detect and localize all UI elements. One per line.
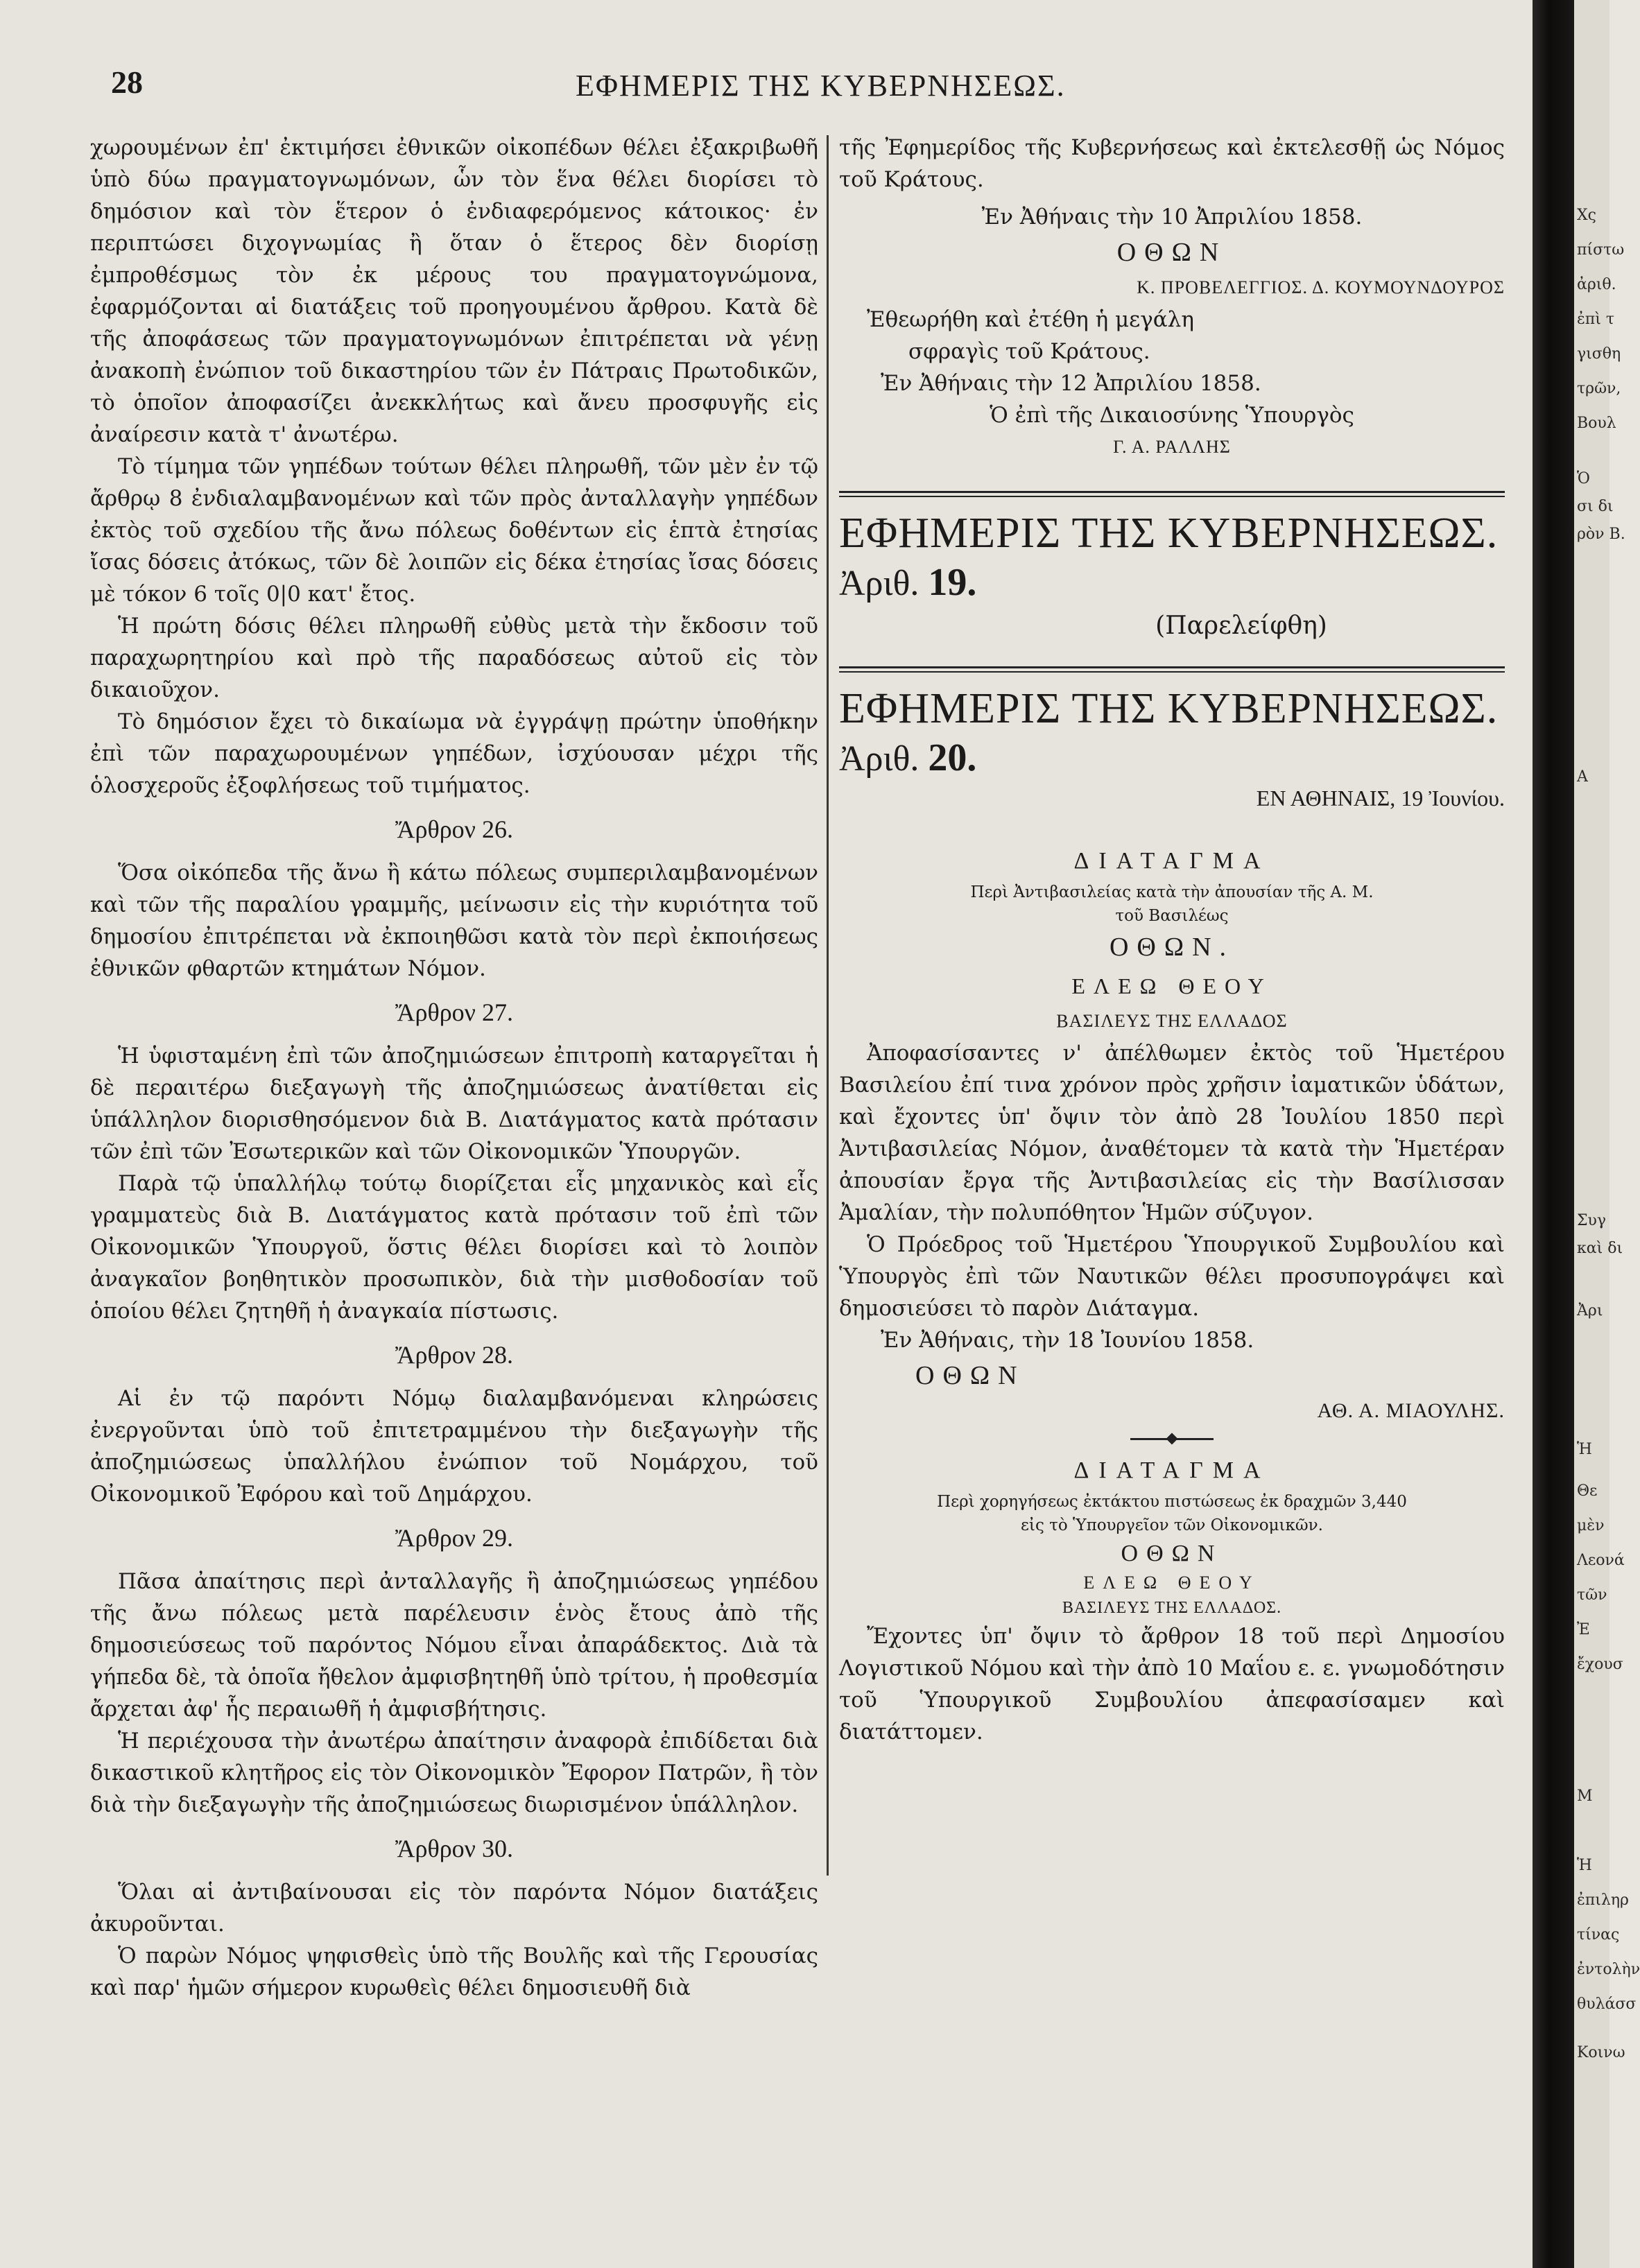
book-gutter: [1533, 0, 1574, 2268]
decree-subject: Περὶ Ἀντιβασιλείας κατὰ τὴν ἀπουσίαν τῆς Α. Μ.: [970, 883, 1374, 901]
paragraph: Παρὰ τῷ ὑπαλλήλῳ τούτῳ διορίζεται εἷς μηχανικὸς καὶ εἷς γραμματεὺς διὰ Β. Διατάγματος κατὰ πρότασιν τοῦ ἐπὶ τῶν Οἰκονομικῶν Ὑπουργοῦ, ὅστις θέλει διορίσει καὶ τὸ λοιπὸν ἀναγκαῖον βοηθητικὸν προσωπικὸν, διὰ τὴν μισθοδοσίαν τοῦ ὁποίου θέλει ζητηθῆ ἡ ἀναγκαία πίστωσις.: [90, 1171, 818, 1324]
adjacent-page-fragment: ρὸν Β.: [1577, 526, 1625, 543]
adjacent-page-fragment: τῶν: [1577, 1586, 1607, 1604]
paragraph: Τὸ δημόσιον ἔχει τὸ δικαίωμα νὰ ἐγγράψῃ πρώτην ὑποθήκην ἐπὶ τῶν παραχωρουμένων γηπέδων, ἰσχύουσαν μέχρι τῆς ὁλοσχεροῦς ἐξοφλήσεως τοῦ τιμήματος.: [90, 709, 818, 798]
adjacent-page-fragment: καὶ δι: [1577, 1240, 1623, 1257]
adjacent-page-fragment: μὲν: [1577, 1517, 1605, 1534]
adjacent-page-fragment: Μ: [1577, 1787, 1593, 1805]
adjacent-page-fragment: τρῶν,: [1577, 380, 1621, 397]
column-divider: [827, 135, 829, 1876]
adjacent-page-fragment: ἔχουσ: [1577, 1656, 1623, 1673]
gazette-title: ΕΦΗΜΕΡΙΣ ΤΗΣ ΚΥΒΕΡΝΗΣΕΩΣ.: [839, 510, 1499, 557]
paragraph: Ἡ πρώτη δόσις θέλει πληρωθῆ εὐθὺς μετὰ τὴν ἔκδοσιν τοῦ παραχωρητηρίου καὶ πρὸ τῆς παραδόσεως αὐτοῦ εἰς τὸν δικαιοῦχον.: [90, 614, 818, 702]
article-heading: Ἄρθρον 27.: [395, 998, 513, 1026]
issue-date: ΕΝ ΑΘΗΝΑΙΣ, 19 Ἰουνίου.: [1256, 786, 1505, 811]
article-heading: Ἄρθρον 28.: [395, 1341, 513, 1369]
by-grace-of-god: ΕΛΕΩ ΘΕΟΥ: [1071, 973, 1272, 998]
page-number: 28: [111, 64, 143, 100]
issue-number: [839, 735, 976, 782]
paragraph: χωρουμένων ἐπ' ἐκτιμήσει ἐθνικῶν οἰκοπέδων θέλει ἐξακριβωθῆ ὑπὸ δύω πραγματογνωμόνων, ὧν τὸν ἕνα θέλει διορίσει τὸ δημόσιον καὶ τὸν ἕτερον ὁ ἐνδιαφερόμενος κάτοικος· ἐν περιπτώσει διχογνωμίας ἢ ὅταν ὁ ἕτερος δὲν διορίσῃ ἐμπροθέσμως τὸν ἐκ μέρους του πραγματογνώμονα, ἐφαρμόζονται αἱ διατάξεις τοῦ προηγουμένου ἄρθρου. Κατὰ δὲ τῆς ἀποφάσεως τῶν πραγματογνωμόνων ἐπιτρέπεται νὰ γένῃ ἀνακοπὴ ἐνώπιον τοῦ δικαστηρίου τῶν ἐν Πάτραις Πρωτοδικῶν, τὸ ὁποῖον ἀποφασίζει ἀνεκκλήτως καὶ ἄνευ προσφυγῆς εἰς ἀναίρεσιν κατὰ τ' ἀνωτέρω.: [90, 135, 818, 447]
king-title: ΒΑΣΙΛΕΥΣ ΤΗΣ ΕΛΛΑΔΟΣ: [1056, 1011, 1288, 1031]
king-signature: ΟΘΩΝ: [1116, 238, 1227, 267]
adjacent-page-fragment: γισθη: [1577, 345, 1621, 363]
decree-heading: ΔΙΑΤΑΓΜΑ: [1073, 1457, 1270, 1483]
paragraph: Ἡ περιέχουσα τὴν ἀνωτέρω ἀπαίτησιν ἀναφορὰ ἐπιδίδεται διὰ δικαστικοῦ κλητῆρος εἰς τὸν Οἰκονομικὸν Ἔφορον Πατρῶν, ἢ τὸν διὰ τὴν διεξαγωγὴν τῆς ἀποζημιώσεως διωρισμένον ὑπάλληλον.: [90, 1729, 818, 1817]
king-name: ΟΘΩΝ: [1121, 1541, 1223, 1566]
decree-heading: ΔΙΑΤΑΓΜΑ: [1073, 848, 1270, 874]
paragraph: Τὸ τίμημα τῶν γηπέδων τούτων θέλει πληρωθῆ, τῶν μὲν ἐν τῷ ἄρθρῳ 8 ἐνδιαλαμβανομένων καὶ τῶν πρὸς ἀνταλλαγὴν γηπέδων ἐκτὸς τοῦ σχεδίου τῆς ἄνω πόλεως δοθέντων εἰς ἑπτὰ ἐτησίας ἴσας δόσεις ἀτόκως, τῶν δὲ λοιπῶν εἰς δέκα ἐτησίας ἴσας δόσεις μὲ τόκον 6 τοῖς 0|0 κατ' ἔτος.: [90, 454, 818, 607]
decree-subject: Περὶ χορηγήσεως ἐκτάκτου πιστώσεως ἐκ δραχμῶν 3,440: [937, 1493, 1407, 1511]
date-line: Ἐν Ἀθήναις, τὴν 18 Ἰουνίου 1858.: [881, 1328, 1254, 1353]
article-heading: Ἄρθρον 26.: [395, 815, 513, 843]
king-signature: ΟΘΩΝ: [915, 1361, 1026, 1390]
adjacent-page-fragment: Ἡ: [1577, 1441, 1592, 1458]
issue-row: [839, 735, 1505, 782]
adjacent-page-fragment: Χς: [1577, 207, 1596, 224]
article-heading: Ἄρθρον 29.: [395, 1524, 513, 1552]
paragraph: Ἔχοντες ὑπ' ὄψιν τὸ ἄρθρον 18 τοῦ περὶ Δημοσίου Λογιστικοῦ Νόμου καὶ τὴν ἀπὸ 10 Μαΐου ε. ε. γνωμοδότησιν τοῦ Ὑπουργικοῦ Συμβουλίου ἀπεφασίσαμεν καὶ διατάττομεν.: [839, 1624, 1505, 1745]
adjacent-page-fragment: Κοινω: [1577, 2044, 1625, 2061]
paragraph: τῆς Ἐφημερίδος τῆς Κυβερνήσεως καὶ ἐκτελεσθῇ ὡς Νόμος τοῦ Κράτους.: [839, 135, 1505, 192]
seal-note: Ἐθεωρήθη καὶ ἐτέθη ἡ μεγάλη: [867, 307, 1194, 332]
adjacent-page-fragment: πίστω: [1577, 241, 1625, 259]
article-heading: Ἄρθρον 30.: [395, 1835, 513, 1862]
ornamental-rule: [1130, 1438, 1214, 1440]
paragraph: Πᾶσα ἀπαίτησις περὶ ἀνταλλαγῆς ἢ ἀποζημιώσεως γηπέδου τῆς ἄνω πόλεως μετὰ παρέλευσιν ἑνὸς ἔτους ἀπὸ τῆς δημοσιεύσεως τοῦ παρόντος Νόμου εἶναι ἀπαράδεκτος. Διὰ τὰ γήπεδα δὲ, τὰ ὁποῖα ἤθελον ἀμφισβητηθῆ ὑπὸ τρίτου, ἡ προθεσμία ἄρχεται ἀφ' ἧς περαιωθῆ ἡ ἀμφισβήτησις.: [90, 1569, 818, 1722]
adjacent-page-fragment: ἐντολὴν: [1577, 1961, 1640, 1978]
king-title: ΒΑΣΙΛΕΥΣ ΤΗΣ ΕΛΛΑΔΟΣ.: [1062, 1599, 1282, 1617]
section-rule: [839, 666, 1505, 673]
paragraph: Ὅσα οἰκόπεδα τῆς ἄνω ἢ κάτω πόλεως συμπεριλαμβανομένων καὶ τῶν τῆς παραλίου γραμμῆς, μείνωσιν εἰς τὴν κυριότητα τοῦ δημοσίου ἐπιτρέπεται νὰ ἐκποιηθῶσι κατὰ τὸν περὶ ἐκποιήσεως ἐθνικῶν φθαρτῶν κτημάτων Νόμον.: [90, 860, 818, 981]
section-rule: [839, 491, 1505, 497]
by-grace-of-god: ΕΛΕΩ ΘΕΟΥ: [1083, 1573, 1261, 1593]
issue-row: [839, 560, 1505, 607]
issue-prefix: Ἀριθ.: [839, 564, 920, 603]
adjacent-page-fragment: θυλάσσ: [1577, 1996, 1637, 2013]
issue-note: (Παρελείφθη): [1155, 612, 1327, 640]
adjacent-page-fragment: ἀριθ.: [1577, 276, 1616, 293]
adjacent-page-fragment: Ἀρι: [1577, 1302, 1603, 1319]
minister-name: Γ. Α. ΡΑΛΛΗΣ: [1113, 437, 1231, 457]
decree-subject: τοῦ Βασιλέως: [1115, 907, 1229, 925]
adjacent-page-fragment: ἐπὶ τ: [1577, 311, 1615, 328]
date-line: Ἐν Ἀθήναις τὴν 10 Ἀπριλίου 1858.: [981, 205, 1363, 230]
adjacent-page-fragment: Ὁ: [1577, 470, 1590, 487]
paragraph: Ὅλαι αἱ ἀντιβαίνουσαι εἰς τὸν παρόντα Νόμον διατάξεις ἀκυροῦνται.: [90, 1880, 818, 1937]
paragraph: Αἱ ἐν τῷ παρόντι Νόμῳ διαλαμβανόμεναι κληρώσεις ἐνεργοῦνται ὑπὸ τοῦ ἐπιτετραμμένου τὴν διεξαγωγὴν τῆς ἀποζημιώσεως ὑπαλλήλου ἐνώπιον τοῦ Νομάρχου, τοῦ Οἰκονομικοῦ Ἐφόρου καὶ τοῦ Δημάρχου.: [90, 1386, 818, 1507]
king-name: ΟΘΩΝ.: [1109, 933, 1235, 962]
adjacent-page-fragment: Ἡ: [1577, 1857, 1592, 1874]
adjacent-page-fragment: Βουλ: [1577, 415, 1616, 432]
issue-value: 20.: [928, 736, 977, 779]
paragraph: Ἀποφασίσαντες ν' ἀπέλθωμεν ἐκτὸς τοῦ Ἡμετέρου Βασιλείου ἐπί τινα χρόνον πρὸς χρῆσιν ἰαματικῶν ὑδάτων, καὶ ἔχοντες ὑπ' ὄψιν τὸν ἀπὸ 28 Ἰουλίου 1850 περὶ Ἀντιβασιλείας Νόμον, ἀναθέτομεν τὰ κατὰ τὴν Ἡμετέραν ἀπουσίαν ἔργα τῆς Ἀντιβασιλείας εἰς τὴν Βασίλισσαν Ἀμαλίαν, τὴν πολυπόθητον Ἡμῶν σύζυγον.: [839, 1041, 1505, 1225]
issue-number: [839, 560, 976, 607]
adjacent-page-fragment: Συγ: [1577, 1212, 1607, 1229]
issue-value: 19.: [928, 561, 977, 604]
adjacent-page-fragment: Λεονά: [1577, 1552, 1625, 1569]
adjacent-page-fragment: Α: [1577, 768, 1588, 786]
minister-signature: ΑΘ. Α. ΜΙΑΟΥΛΗΣ.: [1317, 1399, 1505, 1422]
adjacent-page-fragment: τίνας: [1577, 1926, 1620, 1944]
adjacent-page-edge: [1574, 0, 1640, 2268]
left-column: [90, 132, 818, 2004]
gazette-title: ΕΦΗΜΕΡΙΣ ΤΗΣ ΚΥΒΕΡΝΗΣΕΩΣ.: [839, 685, 1499, 732]
right-column: [839, 132, 1505, 1748]
adjacent-page-fragment: Ἐ: [1577, 1621, 1590, 1638]
minister-signatures: Κ. ΠΡΟΒΕΛΕΓΓΙΟΣ. Δ. ΚΟΥΜΟΥΝΔΟΥΡΟΣ: [1137, 277, 1505, 297]
decree-subject: εἰς τὸ Ὑπουργεῖον τῶν Οἰκονομικῶν.: [1021, 1516, 1323, 1534]
issue-prefix: Ἀριθ.: [839, 739, 920, 779]
paragraph: Ὁ Πρόεδρος τοῦ Ἡμετέρου Ὑπουργικοῦ Συμβουλίου καὶ Ὑπουργὸς ἐπὶ τῶν Ναυτικῶν θέλει προσυπογράψει καὶ δημοσιεύσει τὸ παρὸν Διάταγμα.: [839, 1232, 1505, 1321]
adjacent-page-fragment: σι δι: [1577, 498, 1614, 515]
paragraph: Ὁ παρὼν Νόμος ψηφισθεὶς ὑπὸ τῆς Βουλῆς καὶ τῆς Γερουσίας καὶ παρ' ἡμῶν σήμερον κυρωθεὶς θέλει δημοσιευθῆ διὰ: [90, 1944, 818, 2000]
running-head: ΕΦΗΜΕΡΙΣ ΤΗΣ ΚΥΒΕΡΝΗΣΕΩΣ.: [576, 69, 1066, 103]
adjacent-page-fragment: ἐπιληρ: [1577, 1892, 1629, 1909]
seal-note: σφραγὶς τοῦ Κράτους.: [908, 339, 1150, 364]
adjacent-page-fragment: Θε: [1577, 1482, 1598, 1500]
minister-title: Ὁ ἐπὶ τῆς Δικαιοσύνης Ὑπουργὸς: [990, 403, 1354, 428]
paragraph: Ἡ ὑφισταμένη ἐπὶ τῶν ἀποζημιώσεων ἐπιτροπὴ καταργεῖται ἡ δὲ περαιτέρω διεξαγωγὴ τῆς ἀποζημιώσεως ἀνατίθεται εἰς ὑπάλληλον διορισθησόμενον διὰ Β. Διατάγματος κατὰ πρότασιν τῶν ἐπὶ τῶν Ἐσωτερικῶν καὶ τῶν Οἰκονομικῶν Ὑπουργῶν.: [90, 1044, 818, 1164]
date-line: Ἐν Ἀθήναις τὴν 12 Ἀπριλίου 1858.: [881, 371, 1261, 396]
